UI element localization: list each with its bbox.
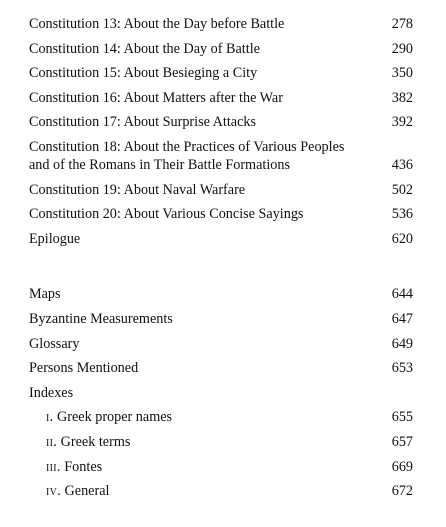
toc-entry-title: Indexes — [29, 384, 74, 401]
toc-entry-page: 647 — [391, 310, 413, 327]
index-title: Greek proper names — [57, 409, 173, 426]
toc-entry-constitution-18[interactable] — [29, 138, 413, 174]
toc-entry-index-greek-proper-names[interactable] — [29, 408, 413, 426]
toc-entry-page: 620 — [391, 230, 413, 247]
index-title: Greek terms — [60, 433, 131, 450]
toc-entry-title — [29, 138, 392, 174]
toc-entry-title: Constitution 15: About Besieging a City — [29, 65, 258, 82]
toc-entry-title: Epilogue — [29, 230, 81, 247]
toc-entry-index-general[interactable] — [29, 482, 413, 500]
index-numeral: i. — [46, 409, 54, 426]
toc-entry-title: Constitution 17: About Surprise Attacks — [29, 114, 257, 131]
toc-entry-glossary[interactable] — [29, 335, 413, 353]
toc-entry-page: 278 — [391, 16, 413, 32]
toc-entry-maps[interactable] — [29, 285, 413, 303]
toc-entry-page: 669 — [391, 458, 413, 475]
toc-entry-title: Persons Mentioned — [29, 360, 139, 377]
toc-entry-title: Byzantine Measurements — [29, 310, 173, 327]
index-numeral: iii. — [46, 458, 61, 475]
toc-entry-title-line-1: Constitution 18: About the Practices of Various Peoples — [29, 138, 345, 155]
toc-entry-page: 502 — [391, 181, 413, 198]
index-title: General — [64, 483, 110, 500]
toc-entry-constitution-16[interactable] — [29, 89, 413, 107]
index-title: Fontes — [64, 458, 103, 475]
toc-entry-title: Glossary — [29, 335, 80, 352]
toc-entry-page: 655 — [391, 409, 413, 426]
toc-entry-constitution-13[interactable] — [29, 15, 413, 33]
toc-entry-title-line-2: and of the Romans in Their Battle Formations — [29, 156, 290, 173]
toc-entry-epilogue[interactable] — [29, 230, 413, 248]
toc-entry-constitution-14[interactable] — [29, 40, 413, 58]
toc-entry-index-greek-terms[interactable] — [29, 433, 413, 451]
section-gap — [29, 254, 413, 285]
index-numeral: ii. — [46, 433, 58, 450]
toc-entry-persons-mentioned[interactable] — [29, 359, 413, 377]
toc-entry-indexes[interactable] — [29, 384, 413, 402]
toc-entry-page: 649 — [391, 335, 413, 352]
toc-entry-title: Constitution 16: About Matters after the War — [29, 89, 283, 106]
toc-entry-title — [29, 482, 392, 500]
toc-entry-page: 350 — [391, 65, 413, 82]
toc-entry-title — [29, 433, 392, 451]
toc-entry-page: 382 — [391, 89, 413, 106]
toc-entry-constitution-19[interactable] — [29, 181, 413, 199]
toc-entry-title — [29, 458, 392, 476]
toc-entry-constitution-17[interactable] — [29, 113, 413, 131]
toc-entry-constitution-20[interactable] — [29, 205, 413, 223]
toc-entry-page: 436 — [391, 156, 413, 173]
toc-entry-page: 392 — [391, 114, 413, 131]
index-numeral: iv. — [46, 483, 61, 500]
toc-entry-page: 653 — [391, 360, 413, 377]
toc-entry-title: Constitution 19: About Naval Warfare — [29, 181, 246, 198]
toc-entry-title: Maps — [29, 286, 61, 303]
toc-entry-title — [29, 408, 392, 426]
toc-entry-page: 657 — [391, 433, 413, 450]
toc-entry-title: Constitution 13: About the Day before Battle — [29, 16, 285, 32]
toc-entry-page: 290 — [391, 40, 413, 57]
toc-entry-title: Constitution 20: About Various Concise Sayings — [29, 206, 304, 223]
toc-entry-index-fontes[interactable] — [29, 458, 413, 476]
toc-entry-byzantine-measurements[interactable] — [29, 310, 413, 328]
toc-entry-page: 672 — [391, 483, 413, 500]
table-of-contents — [29, 15, 413, 507]
toc-entry-title: Constitution 14: About the Day of Battle — [29, 40, 260, 57]
toc-entry-page: 536 — [391, 206, 413, 223]
toc-entry-constitution-15[interactable] — [29, 64, 413, 82]
toc-entry-page: 644 — [391, 286, 413, 303]
